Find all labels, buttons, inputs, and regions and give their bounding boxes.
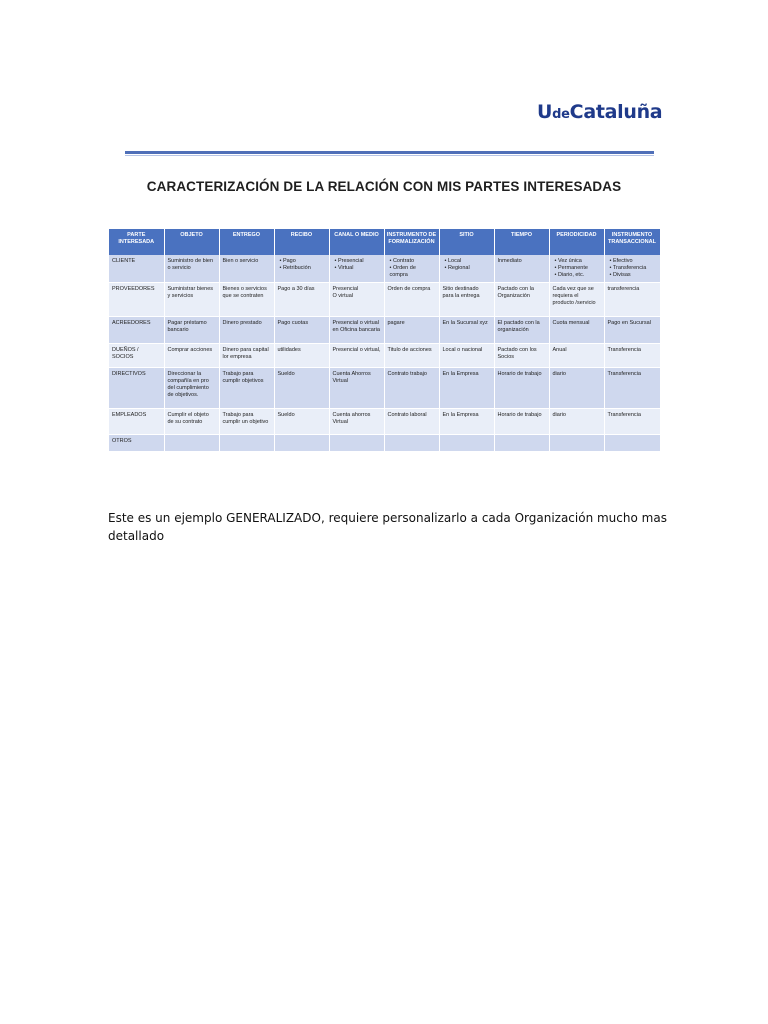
table-cell (274, 435, 329, 452)
table-cell (494, 368, 549, 409)
table-cell (384, 409, 439, 435)
table-cell (494, 317, 549, 344)
table-cell (164, 344, 219, 368)
table-cell (219, 409, 274, 435)
stakeholder-table (109, 229, 661, 452)
cell-bullet-item: • Virtual (334, 265, 354, 271)
table-cell (329, 283, 384, 317)
table-row (109, 435, 660, 452)
cell-bullet-item: • Orden de compra (389, 265, 416, 278)
cell-text: utilidades (277, 347, 301, 353)
cell-text: Cada vez que se requiera el producto /servicio (552, 286, 596, 306)
header-divider (125, 151, 654, 154)
table-cell (274, 368, 329, 409)
logo-de: de (552, 107, 570, 122)
table-cell (549, 368, 604, 409)
table-cell (274, 409, 329, 435)
table-cell (384, 317, 439, 344)
table-cell (604, 409, 660, 435)
table-cell (604, 435, 660, 452)
table-cell (274, 283, 329, 317)
header-divider-shadow (125, 155, 654, 156)
cell-bullet-item: • Contrato (389, 258, 415, 264)
cell-bullet-item: • Divisas (609, 272, 631, 278)
table-row (109, 344, 660, 368)
table-cell (494, 255, 549, 283)
table-cell (549, 435, 604, 452)
table-cell (164, 255, 219, 283)
cell-text: En la Empresa (442, 371, 479, 377)
stakeholder-name-cell (109, 344, 164, 368)
table-cell (439, 344, 494, 368)
cell-text: Horario de trabajo (497, 371, 542, 377)
cell-text: En la Empresa (442, 412, 479, 418)
stakeholder-name-cell (109, 409, 164, 435)
cell-bullet-item: • Pago (279, 258, 296, 264)
cell-text: PROVEEDORES (112, 286, 155, 292)
table-cell (329, 368, 384, 409)
table-cell (439, 435, 494, 452)
cell-text: Pagar préstamo bancario (167, 320, 207, 333)
table-cell (274, 344, 329, 368)
table-row (109, 368, 660, 409)
table-cell (219, 283, 274, 317)
cell-text: Transferencia (607, 371, 641, 377)
cell-text: Pago en Sucursal (607, 320, 651, 326)
cell-text: Dinero para capital lor empresa (222, 347, 269, 360)
table-cell (439, 255, 494, 283)
table-header-cell: PERIODICIDAD (549, 229, 604, 255)
table-header-cell: PARTE INTERESADA (109, 229, 164, 255)
table-cell (274, 255, 329, 283)
cell-text: Contrato laboral (387, 412, 427, 418)
table-cell (219, 255, 274, 283)
cell-text: Pago cuotas (277, 320, 309, 326)
cell-text: Direccionar la compañía en pro del cumplimiento de objetivos. (167, 371, 209, 398)
table-cell (494, 409, 549, 435)
table-header-cell: RECIBO (274, 229, 329, 255)
table-cell (329, 344, 384, 368)
table-header-cell: ENTREGO (219, 229, 274, 255)
cell-text: Sueldo (277, 412, 295, 418)
table-header-cell: INSTRUMENTO TRANSACCIONAL (604, 229, 660, 255)
table-cell (164, 368, 219, 409)
table-cell (604, 255, 660, 283)
table-cell (604, 283, 660, 317)
table-cell (604, 317, 660, 344)
table-body (109, 255, 660, 452)
cell-bullet-item: • Permanente (554, 265, 588, 271)
cell-text: Presencial (332, 286, 359, 292)
table-cell (219, 368, 274, 409)
cell-text: diario (552, 412, 566, 418)
cell-text: diario (552, 371, 566, 377)
cell-text: Bienes o servicios que se contraten (222, 286, 267, 299)
table-cell (549, 283, 604, 317)
cell-text: Comprar acciones (167, 347, 213, 353)
cell-text: Suministro de bien o servicio (167, 258, 214, 271)
cell-text: pagare (387, 320, 405, 326)
table-cell (164, 283, 219, 317)
table-cell (439, 283, 494, 317)
footnote: Este es un ejemplo GENERALIZADO, requiere personalizarlo a cada Organización mucho mas detallado (108, 511, 667, 543)
cell-text: Suministrar bienes y servicios (167, 286, 214, 299)
table-cell (164, 317, 219, 344)
table-header-cell: INSTRUMENTO DE FORMALIZACIÓN (384, 229, 439, 255)
cell-bullet-item: • Efectivo (609, 258, 633, 264)
cell-bullet-item: • Regional (444, 265, 470, 271)
cell-text: Presencial o virtual en Oficina bancaria (332, 320, 380, 333)
cell-text: Bien o servicio (222, 258, 259, 264)
table-cell (164, 409, 219, 435)
cell-text: OTROS (112, 438, 132, 444)
stakeholder-table-container (109, 229, 660, 452)
stakeholder-name-cell (109, 283, 164, 317)
cell-text: Contrato trabajo (387, 371, 427, 377)
cell-text: Pactado con la Organización (497, 286, 534, 299)
table-cell (439, 409, 494, 435)
cell-text: Sueldo (277, 371, 295, 377)
cell-text: Trabajo para cumplir un objetivo (222, 412, 269, 425)
table-header-cell: OBJETO (164, 229, 219, 255)
cell-text: EMPLEADOS (112, 412, 147, 418)
table-cell (384, 255, 439, 283)
cell-text: Titulo de acciones (387, 347, 432, 353)
cell-bullet-item: • Diario, etc. (554, 272, 585, 278)
stakeholder-name-cell (109, 435, 164, 452)
table-header-row (109, 229, 660, 255)
cell-bullet-item: • Local (444, 258, 462, 264)
cell-text: Dinero prestado (222, 320, 262, 326)
cell-text: CLIENTE (112, 258, 136, 264)
cell-text: Cuenta ahorros Virtual (332, 412, 371, 425)
table-header-cell: CANAL O MEDIO (329, 229, 384, 255)
cell-text: DUEÑOS / SOCIOS (112, 347, 139, 360)
cell-bullet-item: • Retribución (279, 265, 311, 271)
cell-text: Pactado con los Socios (497, 347, 537, 360)
table-cell (219, 344, 274, 368)
cell-text: Orden de compra (387, 286, 431, 292)
cell-text: En la Sucursal xyz (442, 320, 488, 326)
cell-text: Transferencia (607, 347, 641, 353)
cell-text: Local o nacional (442, 347, 483, 353)
cell-text: Anual (552, 347, 567, 353)
table-cell (329, 409, 384, 435)
table-cell (384, 435, 439, 452)
table-cell (604, 368, 660, 409)
table-cell (439, 317, 494, 344)
table-row (109, 255, 660, 283)
table-cell (329, 255, 384, 283)
logo-name: Cataluña (569, 101, 663, 123)
table-cell (164, 435, 219, 452)
table-cell (494, 283, 549, 317)
cell-bullet-item: • Transferencia (609, 265, 647, 271)
table-cell (329, 435, 384, 452)
table-cell (549, 344, 604, 368)
cell-text: Trabajo para cumplir objetivos (222, 371, 264, 384)
table-header-cell: TIEMPO (494, 229, 549, 255)
cell-text: transferencia (607, 286, 640, 292)
table-row (109, 283, 660, 317)
stakeholder-name-cell (109, 255, 164, 283)
cell-text: O virtual (332, 293, 353, 299)
cell-text: DIRECTIVOS (112, 371, 146, 377)
table-cell (549, 255, 604, 283)
cell-text: Horario de trabajo (497, 412, 542, 418)
table-cell (549, 409, 604, 435)
table-cell (604, 344, 660, 368)
table-cell (384, 344, 439, 368)
stakeholder-name-cell (109, 368, 164, 409)
table-row (109, 317, 660, 344)
cell-text: El pactado con la organización (497, 320, 540, 333)
table-cell (219, 317, 274, 344)
logo (537, 101, 662, 123)
cell-text: Transferencia (607, 412, 641, 418)
page-title: CARACTERIZACIÓN DE LA RELACIÓN CON MIS PARTES INTERESADAS (146, 179, 622, 194)
table-cell (384, 283, 439, 317)
table-cell (494, 344, 549, 368)
table-cell (549, 317, 604, 344)
table-cell (494, 435, 549, 452)
cell-text: Inmediato (497, 258, 522, 264)
table-cell (219, 435, 274, 452)
cell-text: Cumplir el objeto de su contrato (167, 412, 209, 425)
cell-text: Cuota mensual (552, 320, 590, 326)
cell-text: Pago a 30 días (277, 286, 315, 292)
cell-bullet-item: • Vez única (554, 258, 582, 264)
table-cell (439, 368, 494, 409)
stakeholder-name-cell (109, 317, 164, 344)
cell-text: Sitio destinado para la entrega (442, 286, 480, 299)
table-row (109, 409, 660, 435)
cell-text: Cuenta Ahorros Virtual (332, 371, 371, 384)
table-cell (329, 317, 384, 344)
table-cell (274, 317, 329, 344)
cell-bullet-item: • Presencial (334, 258, 364, 264)
table-cell (384, 368, 439, 409)
logo-letter: U (537, 101, 553, 123)
table-header-cell: SITIO (439, 229, 494, 255)
cell-text: ACREEDORES (112, 320, 151, 326)
cell-text: Presencial o virtual, (332, 347, 381, 353)
